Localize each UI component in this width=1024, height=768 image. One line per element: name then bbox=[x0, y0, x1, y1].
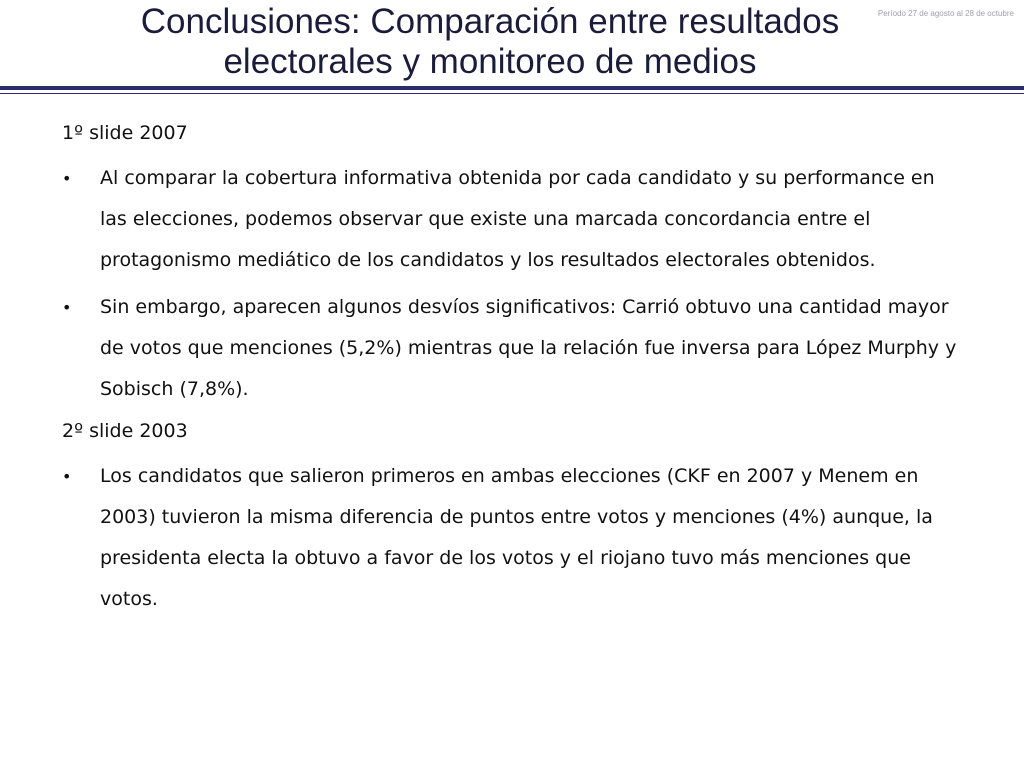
section-heading-2007: 1º slide 2007 bbox=[62, 122, 188, 144]
slide-body bbox=[62, 118, 962, 626]
bullet-list-2003 bbox=[62, 456, 962, 620]
bullet-item bbox=[62, 158, 962, 281]
header-divider-thick bbox=[0, 86, 1024, 90]
period-label: Período 27 de agosto al 28 de octubre bbox=[877, 9, 1014, 18]
bullet-text: Sin embargo, aparecen algunos desvíos significativos: Carrió obtuvo una cantidad mayor de votos que menciones (5,2%) mientras que la relación fue inversa para López Murphy y Sobisch (7,8%). bbox=[100, 296, 957, 400]
bullet-text: Al comparar la cobertura informativa obtenida por cada candidato y su performance en las elecciones, podemos observar que existe una marcada concordancia entre el protagonismo mediático de los candidatos y los resultados electorales obtenidos. bbox=[100, 167, 935, 271]
section-heading-2003: 2º slide 2003 bbox=[62, 420, 188, 442]
bullet-text: Los candidatos que salieron primeros en ambas elecciones (CKF en 2007 y Menem en 2003) tuvieron la misma diferencia de puntos entre votos y menciones (4%) aunque, la presidenta electa la obtuvo a favor de los votos y el riojano tuvo más menciones que votos. bbox=[100, 465, 933, 610]
header-divider-thin bbox=[0, 93, 1024, 94]
bullet-list-2007 bbox=[62, 158, 962, 410]
bullet-dot: • bbox=[62, 298, 72, 317]
slide-title-line-2: electorales y monitoreo de medios bbox=[223, 42, 757, 81]
slide-title bbox=[60, 2, 920, 82]
bullet-dot: • bbox=[62, 467, 72, 486]
bullet-item bbox=[62, 456, 962, 620]
bullet-item bbox=[62, 287, 962, 410]
bullet-dot: • bbox=[62, 169, 72, 188]
slide-title-line-1: Conclusiones: Comparación entre resultados bbox=[140, 2, 840, 41]
